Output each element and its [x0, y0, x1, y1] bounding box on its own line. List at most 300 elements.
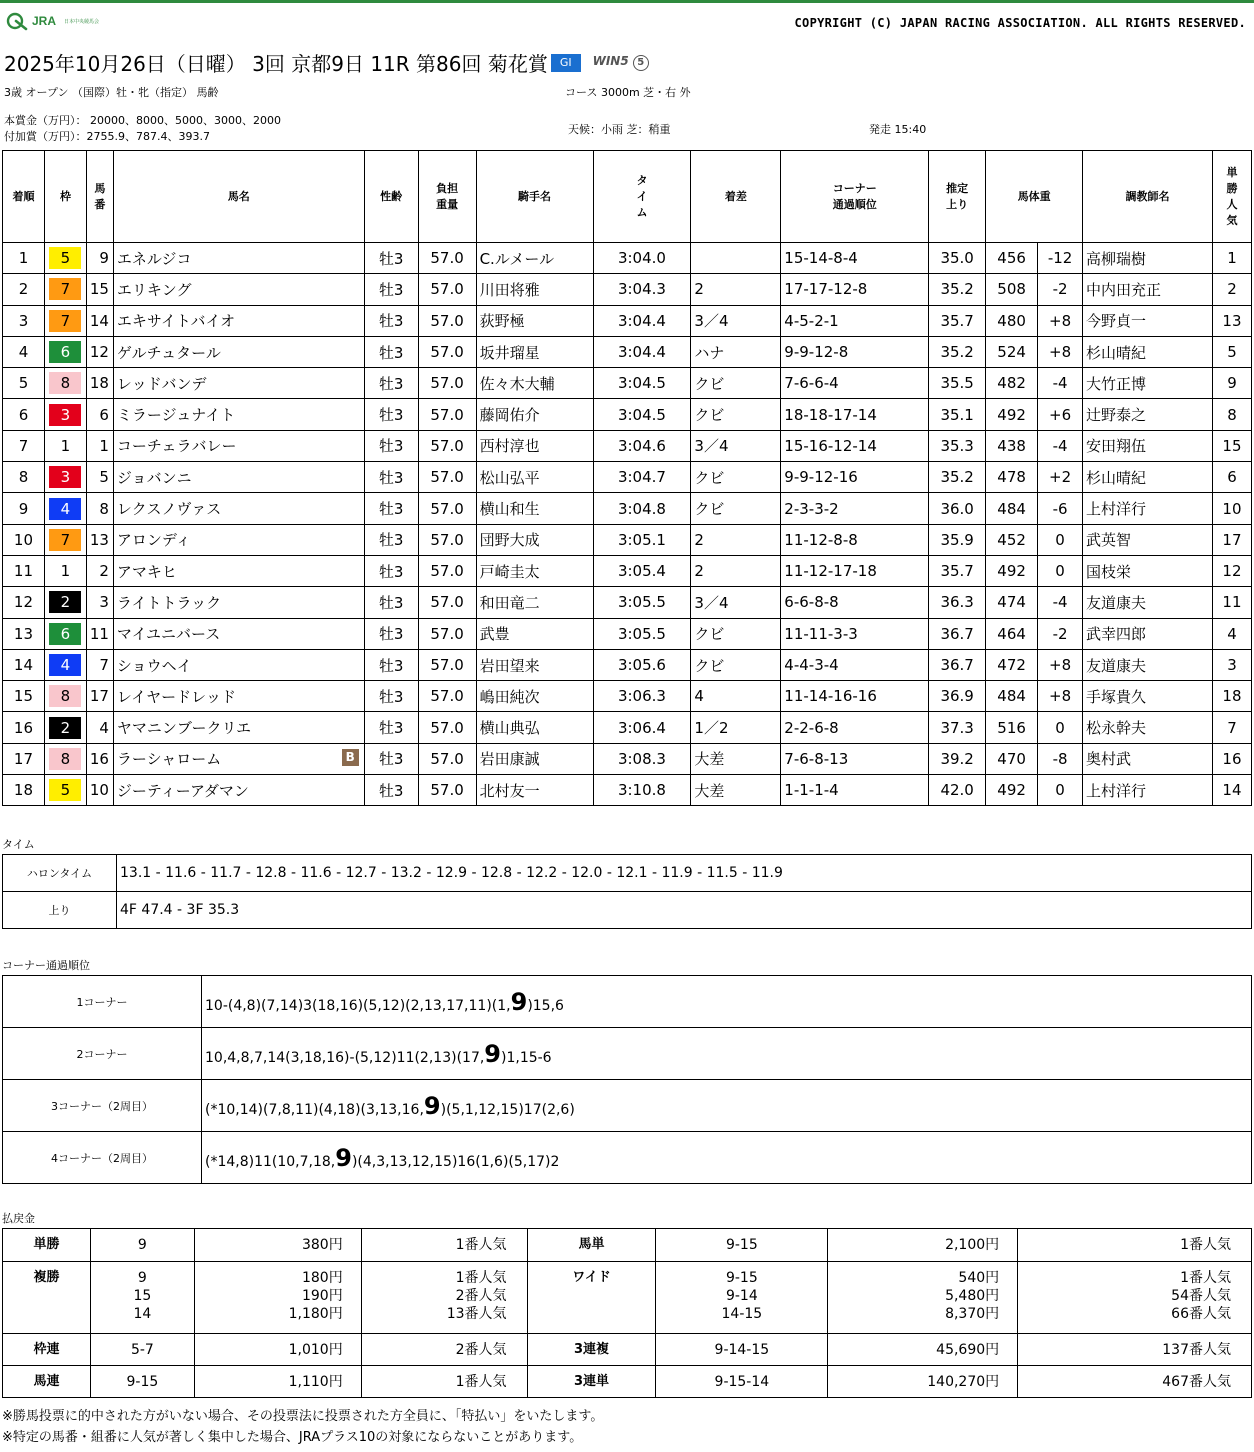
bet-number: 15	[133, 1288, 152, 1304]
horse-name-link[interactable]: レイヤードレッド	[116, 687, 237, 706]
umaban-cell: 7	[86, 649, 113, 680]
jockey-name-link[interactable]: 松山弘平	[479, 468, 540, 487]
bet-popularity	[1018, 1366, 1252, 1398]
payout-body	[3, 1229, 1252, 1398]
margin-cell: 大差	[691, 743, 781, 774]
trainer-cell	[1083, 649, 1213, 680]
trainer-cell	[1083, 775, 1213, 806]
rank-cell: 2	[3, 274, 45, 305]
trainer-name-link[interactable]: 大竹正博	[1086, 374, 1147, 393]
horse-name-link[interactable]: レッドバンデ	[116, 374, 207, 393]
trainer-name-link[interactable]: 上村洋行	[1086, 781, 1147, 800]
agari-label: 上り	[3, 892, 117, 929]
weight-cell: 57.0	[418, 430, 476, 461]
umaban-cell: 9	[86, 243, 113, 274]
race-title	[4, 48, 649, 77]
payout-popularity: 13番人気	[446, 1306, 507, 1322]
col-pop-label: 単勝人気	[1226, 165, 1238, 227]
jockey-name-link[interactable]: 北村友一	[479, 781, 540, 800]
result-row	[3, 305, 1252, 336]
trainer-name-link[interactable]: 武英智	[1086, 531, 1132, 550]
body-diff-cell: +8	[1038, 305, 1083, 336]
corner-cell: 7-6-6-4	[781, 368, 929, 399]
col-umaban-label: 馬番	[94, 181, 106, 211]
corner-winner-number: 9	[510, 987, 528, 1016]
bet-numbers	[656, 1229, 828, 1262]
time-cell: 3:04.6	[593, 430, 691, 461]
weight-cell: 57.0	[418, 462, 476, 493]
jockey-name-link[interactable]: 川田将雅	[479, 280, 540, 299]
waku-cell	[44, 649, 86, 680]
waku-cell	[44, 743, 86, 774]
horse-name-link[interactable]: ショウヘイ	[116, 656, 192, 675]
corner-cell: 18-18-17-14	[781, 399, 929, 430]
weight-cell: 57.0	[418, 649, 476, 680]
corners-body	[3, 976, 1252, 1184]
payout-row	[3, 1229, 1252, 1262]
rank-cell: 18	[3, 775, 45, 806]
body-weight-cell: 456	[986, 243, 1038, 274]
body-diff-cell: -4	[1038, 368, 1083, 399]
margin-cell: クビ	[691, 399, 781, 430]
col-pop	[1212, 151, 1251, 243]
sexage-cell: 牡3	[364, 493, 418, 524]
sexage-cell: 牡3	[364, 462, 418, 493]
umaban-cell: 18	[86, 368, 113, 399]
umaban-cell: 16	[86, 743, 113, 774]
bet-type-umaren: 馬連	[3, 1366, 91, 1398]
sexage-cell: 牡3	[364, 555, 418, 586]
last3f-cell: 36.0	[929, 493, 986, 524]
furlong-row	[3, 855, 1252, 892]
payout-popularity: 1番人気	[455, 1237, 507, 1253]
margin-cell: 3／4	[691, 305, 781, 336]
bet-popularity	[1018, 1334, 1252, 1366]
jockey-name-link[interactable]: 横山典弘	[479, 719, 540, 738]
corner-order-after: )15,6	[527, 997, 564, 1014]
win5-icon	[593, 54, 649, 71]
waku-badge: 2	[49, 591, 81, 613]
logo-text: JRA	[32, 14, 57, 28]
body-diff-cell: -2	[1038, 274, 1083, 305]
jockey-cell	[476, 681, 593, 712]
payout-popularity: 1番人気	[1180, 1270, 1231, 1286]
last3f-cell: 35.7	[929, 305, 986, 336]
umaban-cell: 17	[86, 681, 113, 712]
corner-order-after: )(4,3,13,12,15)16(1,6)(5,17)2	[351, 1153, 560, 1170]
sexage-cell: 牡3	[364, 274, 418, 305]
corner-order	[202, 1080, 1252, 1132]
time-cell: 3:04.3	[593, 274, 691, 305]
jockey-name-link[interactable]: 西村淳也	[479, 437, 540, 456]
horse-name-link[interactable]: エキサイトバイオ	[116, 312, 236, 331]
corner-label: 3コーナー（2周目）	[3, 1080, 202, 1132]
popularity-cell: 13	[1212, 305, 1251, 336]
corner-cell: 6-6-8-8	[781, 587, 929, 618]
race-conditions: 3歳 オープン （国際）牡・牝（指定） 馬齢	[4, 86, 219, 99]
popularity-cell: 4	[1212, 618, 1251, 649]
horse-name-link[interactable]: レクスノヴァス	[116, 500, 222, 519]
jockey-name-link[interactable]: 嶋田純次	[479, 687, 540, 706]
rank-cell: 14	[3, 649, 45, 680]
jockey-name-link[interactable]: 武豊	[479, 625, 510, 644]
result-row	[3, 681, 1252, 712]
popularity-cell: 11	[1212, 587, 1251, 618]
results-body	[3, 243, 1252, 806]
trainer-cell	[1083, 524, 1213, 555]
corner-cell: 11-11-3-3	[781, 618, 929, 649]
trainer-name-link[interactable]: 今野貞一	[1086, 312, 1147, 331]
weight-cell: 57.0	[418, 743, 476, 774]
waku-badge: 3	[49, 466, 81, 488]
bet-numbers	[90, 1334, 194, 1366]
horse-name-cell	[113, 587, 364, 618]
trainer-cell	[1083, 462, 1213, 493]
jockey-cell	[476, 743, 593, 774]
horse-name-link[interactable]: ヤマニンブークリエ	[116, 719, 252, 738]
waku-badge: 6	[49, 341, 81, 363]
margin-cell: クビ	[691, 649, 781, 680]
trainer-name-link[interactable]: 安田翔伍	[1086, 437, 1147, 456]
corner-label: 4コーナー（2周目）	[3, 1132, 202, 1184]
corner-order	[202, 1132, 1252, 1184]
payout-amount: 380円	[301, 1237, 343, 1253]
trainer-name-link[interactable]: 国枝栄	[1086, 562, 1132, 581]
waku-cell	[44, 399, 86, 430]
waku-cell	[44, 493, 86, 524]
waku-badge: 7	[49, 529, 81, 551]
umaban-cell: 1	[86, 430, 113, 461]
jockey-name-link[interactable]: 和田竜二	[479, 593, 540, 612]
payout-popularity: 1番人気	[455, 1270, 507, 1286]
body-diff-cell: +8	[1038, 649, 1083, 680]
time-cell: 3:04.7	[593, 462, 691, 493]
horse-name-link[interactable]: ラーシャローム	[116, 750, 222, 769]
bet-popularity	[1018, 1229, 1252, 1262]
last3f-cell: 35.5	[929, 368, 986, 399]
times-table	[2, 854, 1252, 929]
body-diff-cell: -4	[1038, 587, 1083, 618]
bet-numbers	[656, 1262, 828, 1334]
horse-name-cell	[113, 305, 364, 336]
time-cell: 3:04.0	[593, 243, 691, 274]
col-weight	[418, 151, 476, 243]
trainer-name-link[interactable]: 中内田充正	[1086, 280, 1162, 299]
body-weight-cell: 492	[986, 775, 1038, 806]
sexage-cell: 牡3	[364, 524, 418, 555]
horse-name-link[interactable]: エネルジコ	[116, 249, 192, 268]
margin-cell: ハナ	[691, 336, 781, 367]
corner-order-after: )1,15-6	[501, 1049, 552, 1066]
bet-type-sanrenpuku: 3連複	[527, 1334, 656, 1366]
corner-cell: 11-14-16-16	[781, 681, 929, 712]
furlong-label: ハロンタイム	[3, 855, 117, 892]
bet-payout	[194, 1262, 361, 1334]
col-corner	[781, 151, 929, 243]
col-jockey: 騎手名	[476, 151, 593, 243]
waku-cell	[44, 775, 86, 806]
jockey-name-link[interactable]: C.ルメール	[479, 249, 555, 268]
popularity-cell: 2	[1212, 274, 1251, 305]
sexage-cell: 牡3	[364, 399, 418, 430]
added-prize: 付加賞（万円）：2755.9、787.4、393.7	[4, 130, 210, 143]
jockey-name-link[interactable]: 岩田望来	[479, 656, 540, 675]
payout-table	[2, 1228, 1252, 1398]
weight-cell: 57.0	[418, 524, 476, 555]
last3f-cell: 37.3	[929, 712, 986, 743]
last3f-cell: 35.9	[929, 524, 986, 555]
weight-cell: 57.0	[418, 712, 476, 743]
bet-type-fukusho: 複勝	[3, 1262, 91, 1334]
margin-cell: クビ	[691, 368, 781, 399]
jockey-cell	[476, 368, 593, 399]
payout-amount: 2,100円	[945, 1237, 1000, 1253]
trainer-name-link[interactable]: 奥村武	[1086, 750, 1132, 769]
body-weight-cell: 516	[986, 712, 1038, 743]
waku-badge: 8	[49, 685, 81, 707]
weight-cell: 57.0	[418, 305, 476, 336]
time-cell: 3:05.5	[593, 618, 691, 649]
jockey-name-link[interactable]: 戸崎圭太	[479, 562, 540, 581]
trainer-name-link[interactable]: 辻野泰之	[1086, 406, 1147, 425]
horse-name-link[interactable]: ライトトラック	[116, 593, 222, 612]
sexage-cell: 牡3	[364, 743, 418, 774]
corner-cell: 15-14-8-4	[781, 243, 929, 274]
corner-cell: 9-9-12-8	[781, 336, 929, 367]
trainer-cell	[1083, 336, 1213, 367]
trainer-name-link[interactable]: 手塚貴久	[1086, 687, 1147, 706]
popularity-cell: 10	[1212, 493, 1251, 524]
umaban-cell: 14	[86, 305, 113, 336]
times-section-label: タイム	[2, 838, 35, 851]
result-row	[3, 712, 1252, 743]
jockey-name-link[interactable]: 佐々木大輔	[479, 374, 555, 393]
corner-winner-number: 9	[423, 1091, 441, 1120]
popularity-cell: 5	[1212, 336, 1251, 367]
weight-cell: 57.0	[418, 368, 476, 399]
bet-popularity	[361, 1334, 527, 1366]
waku-cell	[44, 430, 86, 461]
body-weight-cell: 480	[986, 305, 1038, 336]
umaban-cell: 12	[86, 336, 113, 367]
waku-badge: 2	[49, 717, 81, 739]
body-weight-cell: 472	[986, 649, 1038, 680]
bet-number: 9-15	[725, 1270, 758, 1286]
body-weight-cell: 474	[986, 587, 1038, 618]
body-diff-cell: 0	[1038, 775, 1083, 806]
body-weight-cell: 492	[986, 399, 1038, 430]
bet-type-wakuren: 枠連	[3, 1334, 91, 1366]
weight-cell: 57.0	[418, 336, 476, 367]
body-diff-cell: 0	[1038, 712, 1083, 743]
trainer-name-link[interactable]: 高柳瑞樹	[1086, 249, 1147, 268]
col-sexage: 性齢	[364, 151, 418, 243]
time-cell: 3:04.4	[593, 336, 691, 367]
win5-number: 5	[633, 55, 649, 71]
jockey-name-link[interactable]: 岩田康誠	[479, 750, 540, 769]
horse-name-link[interactable]: エリキング	[116, 280, 192, 299]
bet-payout	[828, 1229, 1018, 1262]
popularity-cell: 14	[1212, 775, 1251, 806]
payout-amount: 190円	[301, 1288, 343, 1304]
jockey-cell	[476, 618, 593, 649]
jockey-cell	[476, 555, 593, 586]
horse-name-link[interactable]: ジョバンニ	[116, 468, 192, 487]
logo-subtext: 日本中央競馬会	[64, 18, 100, 25]
waku-badge: 5	[49, 247, 81, 269]
trainer-name-link[interactable]: 友道康夫	[1086, 593, 1147, 612]
corner-row	[3, 1132, 1252, 1184]
col-corner-label: コーナー通過順位	[832, 181, 877, 211]
payout-section-label: 払戻金	[2, 1212, 35, 1225]
corner-cell: 1-1-1-4	[781, 775, 929, 806]
horse-name-cell	[113, 743, 364, 774]
umaban-cell: 6	[86, 399, 113, 430]
popularity-cell: 12	[1212, 555, 1251, 586]
trainer-name-link[interactable]: 友道康夫	[1086, 656, 1147, 675]
jockey-name-link[interactable]: 横山和生	[479, 500, 540, 519]
payout-amount: 1,180円	[288, 1306, 343, 1322]
umaban-cell: 10	[86, 775, 113, 806]
popularity-cell: 6	[1212, 462, 1251, 493]
bet-numbers	[656, 1366, 828, 1398]
jockey-name-link[interactable]: 藤岡佑介	[479, 406, 540, 425]
jockey-name-link[interactable]: 坂井瑠星	[479, 343, 540, 362]
horse-name-cell	[113, 618, 364, 649]
trainer-name-link[interactable]: 武幸四郎	[1086, 625, 1147, 644]
result-row	[3, 524, 1252, 555]
body-diff-cell: 0	[1038, 555, 1083, 586]
corner-cell: 11-12-8-8	[781, 524, 929, 555]
col-time-label: タイム	[636, 173, 648, 219]
horse-name-link[interactable]: マイユニバース	[116, 625, 221, 644]
trainer-cell	[1083, 274, 1213, 305]
jockey-cell	[476, 274, 593, 305]
corner-winner-number: 9	[484, 1039, 501, 1068]
bet-number: 9	[137, 1270, 147, 1286]
waku-badge: 1	[49, 560, 81, 582]
trainer-name-link[interactable]: 松永幹夫	[1086, 719, 1147, 738]
bet-number: 9-14-15	[714, 1342, 770, 1358]
sexage-cell: 牡3	[364, 649, 418, 680]
time-cell: 3:04.8	[593, 493, 691, 524]
jockey-cell	[476, 712, 593, 743]
bet-type-umatan: 馬単	[527, 1229, 656, 1262]
horse-name-link[interactable]: ゲルチュタール	[116, 343, 221, 362]
agari-row	[3, 892, 1252, 929]
margin-cell: 3／4	[691, 587, 781, 618]
body-weight-cell: 508	[986, 274, 1038, 305]
bet-popularity	[361, 1262, 527, 1334]
popularity-cell: 9	[1212, 368, 1251, 399]
weight-cell: 57.0	[418, 775, 476, 806]
horse-name-link[interactable]: ジーティーアダマン	[116, 781, 249, 800]
weight-cell: 57.0	[418, 243, 476, 274]
popularity-cell: 3	[1212, 649, 1251, 680]
trainer-name-link[interactable]: 杉山晴紀	[1086, 343, 1147, 362]
bet-number: 14	[133, 1306, 152, 1322]
margin-cell: 3／4	[691, 430, 781, 461]
horse-name-cell	[113, 712, 364, 743]
time-cell: 3:04.4	[593, 305, 691, 336]
horse-name-link[interactable]: ミラージュナイト	[116, 406, 236, 425]
horse-name-link[interactable]: コーチェラバレー	[116, 437, 237, 456]
body-diff-cell: -4	[1038, 430, 1083, 461]
jra-logo-icon	[6, 11, 28, 31]
time-cell: 3:06.4	[593, 712, 691, 743]
bet-payout	[194, 1334, 361, 1366]
horse-name-link[interactable]: アマキヒ	[116, 562, 177, 581]
grade-badge: GI	[551, 54, 581, 72]
agari-times: 4F 47.4 - 3F 35.3	[117, 892, 1252, 929]
result-row	[3, 649, 1252, 680]
bet-numbers	[90, 1229, 194, 1262]
payout-amount: 140,270円	[927, 1374, 1000, 1390]
jockey-name-link[interactable]: 団野大成	[479, 531, 540, 550]
horse-name-cell	[113, 775, 364, 806]
waku-badge: 5	[49, 779, 81, 801]
result-row	[3, 336, 1252, 367]
waku-cell	[44, 555, 86, 586]
body-weight-cell: 464	[986, 618, 1038, 649]
horse-name-cell	[113, 243, 364, 274]
horse-name-link[interactable]: アロンディ	[116, 531, 191, 550]
body-weight-cell: 470	[986, 743, 1038, 774]
trainer-name-link[interactable]: 上村洋行	[1086, 500, 1147, 519]
waku-cell	[44, 587, 86, 618]
col-last3f	[929, 151, 986, 243]
margin-cell: クビ	[691, 493, 781, 524]
last3f-cell: 35.0	[929, 243, 986, 274]
popularity-cell: 17	[1212, 524, 1251, 555]
start-time: 発走 15:40	[869, 123, 927, 136]
horse-name-cell	[113, 524, 364, 555]
bet-popularity	[1018, 1262, 1252, 1334]
corner-row	[3, 1028, 1252, 1080]
result-row	[3, 555, 1252, 586]
col-time	[593, 151, 691, 243]
body-diff-cell: +8	[1038, 336, 1083, 367]
rank-cell: 12	[3, 587, 45, 618]
trainer-cell	[1083, 555, 1213, 586]
sexage-cell: 牡3	[364, 305, 418, 336]
col-trainer: 調教師名	[1083, 151, 1213, 243]
note-line: ※特定の馬番・組番に人気が著しく集中した場合、JRAプラス10の対象にならないことがあります。	[2, 1430, 583, 1445]
notes	[2, 1406, 603, 1448]
copyright-notice: COPYRIGHT (C) JAPAN RACING ASSOCIATION. ALL RIGHTS RESERVED.	[794, 16, 1246, 30]
jockey-name-link[interactable]: 荻野極	[479, 312, 525, 331]
bet-type-wide: ワイド	[527, 1262, 656, 1334]
horse-name-cell	[113, 399, 364, 430]
horse-name-cell	[113, 274, 364, 305]
corner-label: 1コーナー	[3, 976, 202, 1028]
body-weight-cell: 452	[986, 524, 1038, 555]
umaban-cell: 15	[86, 274, 113, 305]
payout-popularity: 54番人気	[1171, 1288, 1231, 1304]
furlong-times: 13.1 - 11.6 - 11.7 - 12.8 - 11.6 - 12.7 - 13.2 - 12.9 - 12.8 - 12.2 - 12.0 - 12.1 - 11.9 - 11.5 - 11.9	[117, 855, 1252, 892]
time-cell: 3:05.5	[593, 587, 691, 618]
result-row	[3, 775, 1252, 806]
trainer-cell	[1083, 243, 1213, 274]
trainer-name-link[interactable]: 杉山晴紀	[1086, 468, 1147, 487]
margin-cell: クビ	[691, 618, 781, 649]
bet-popularity	[361, 1366, 527, 1398]
weight-cell: 57.0	[418, 618, 476, 649]
last3f-cell: 35.7	[929, 555, 986, 586]
last3f-cell: 39.2	[929, 743, 986, 774]
body-weight-cell: 482	[986, 368, 1038, 399]
rank-cell: 10	[3, 524, 45, 555]
